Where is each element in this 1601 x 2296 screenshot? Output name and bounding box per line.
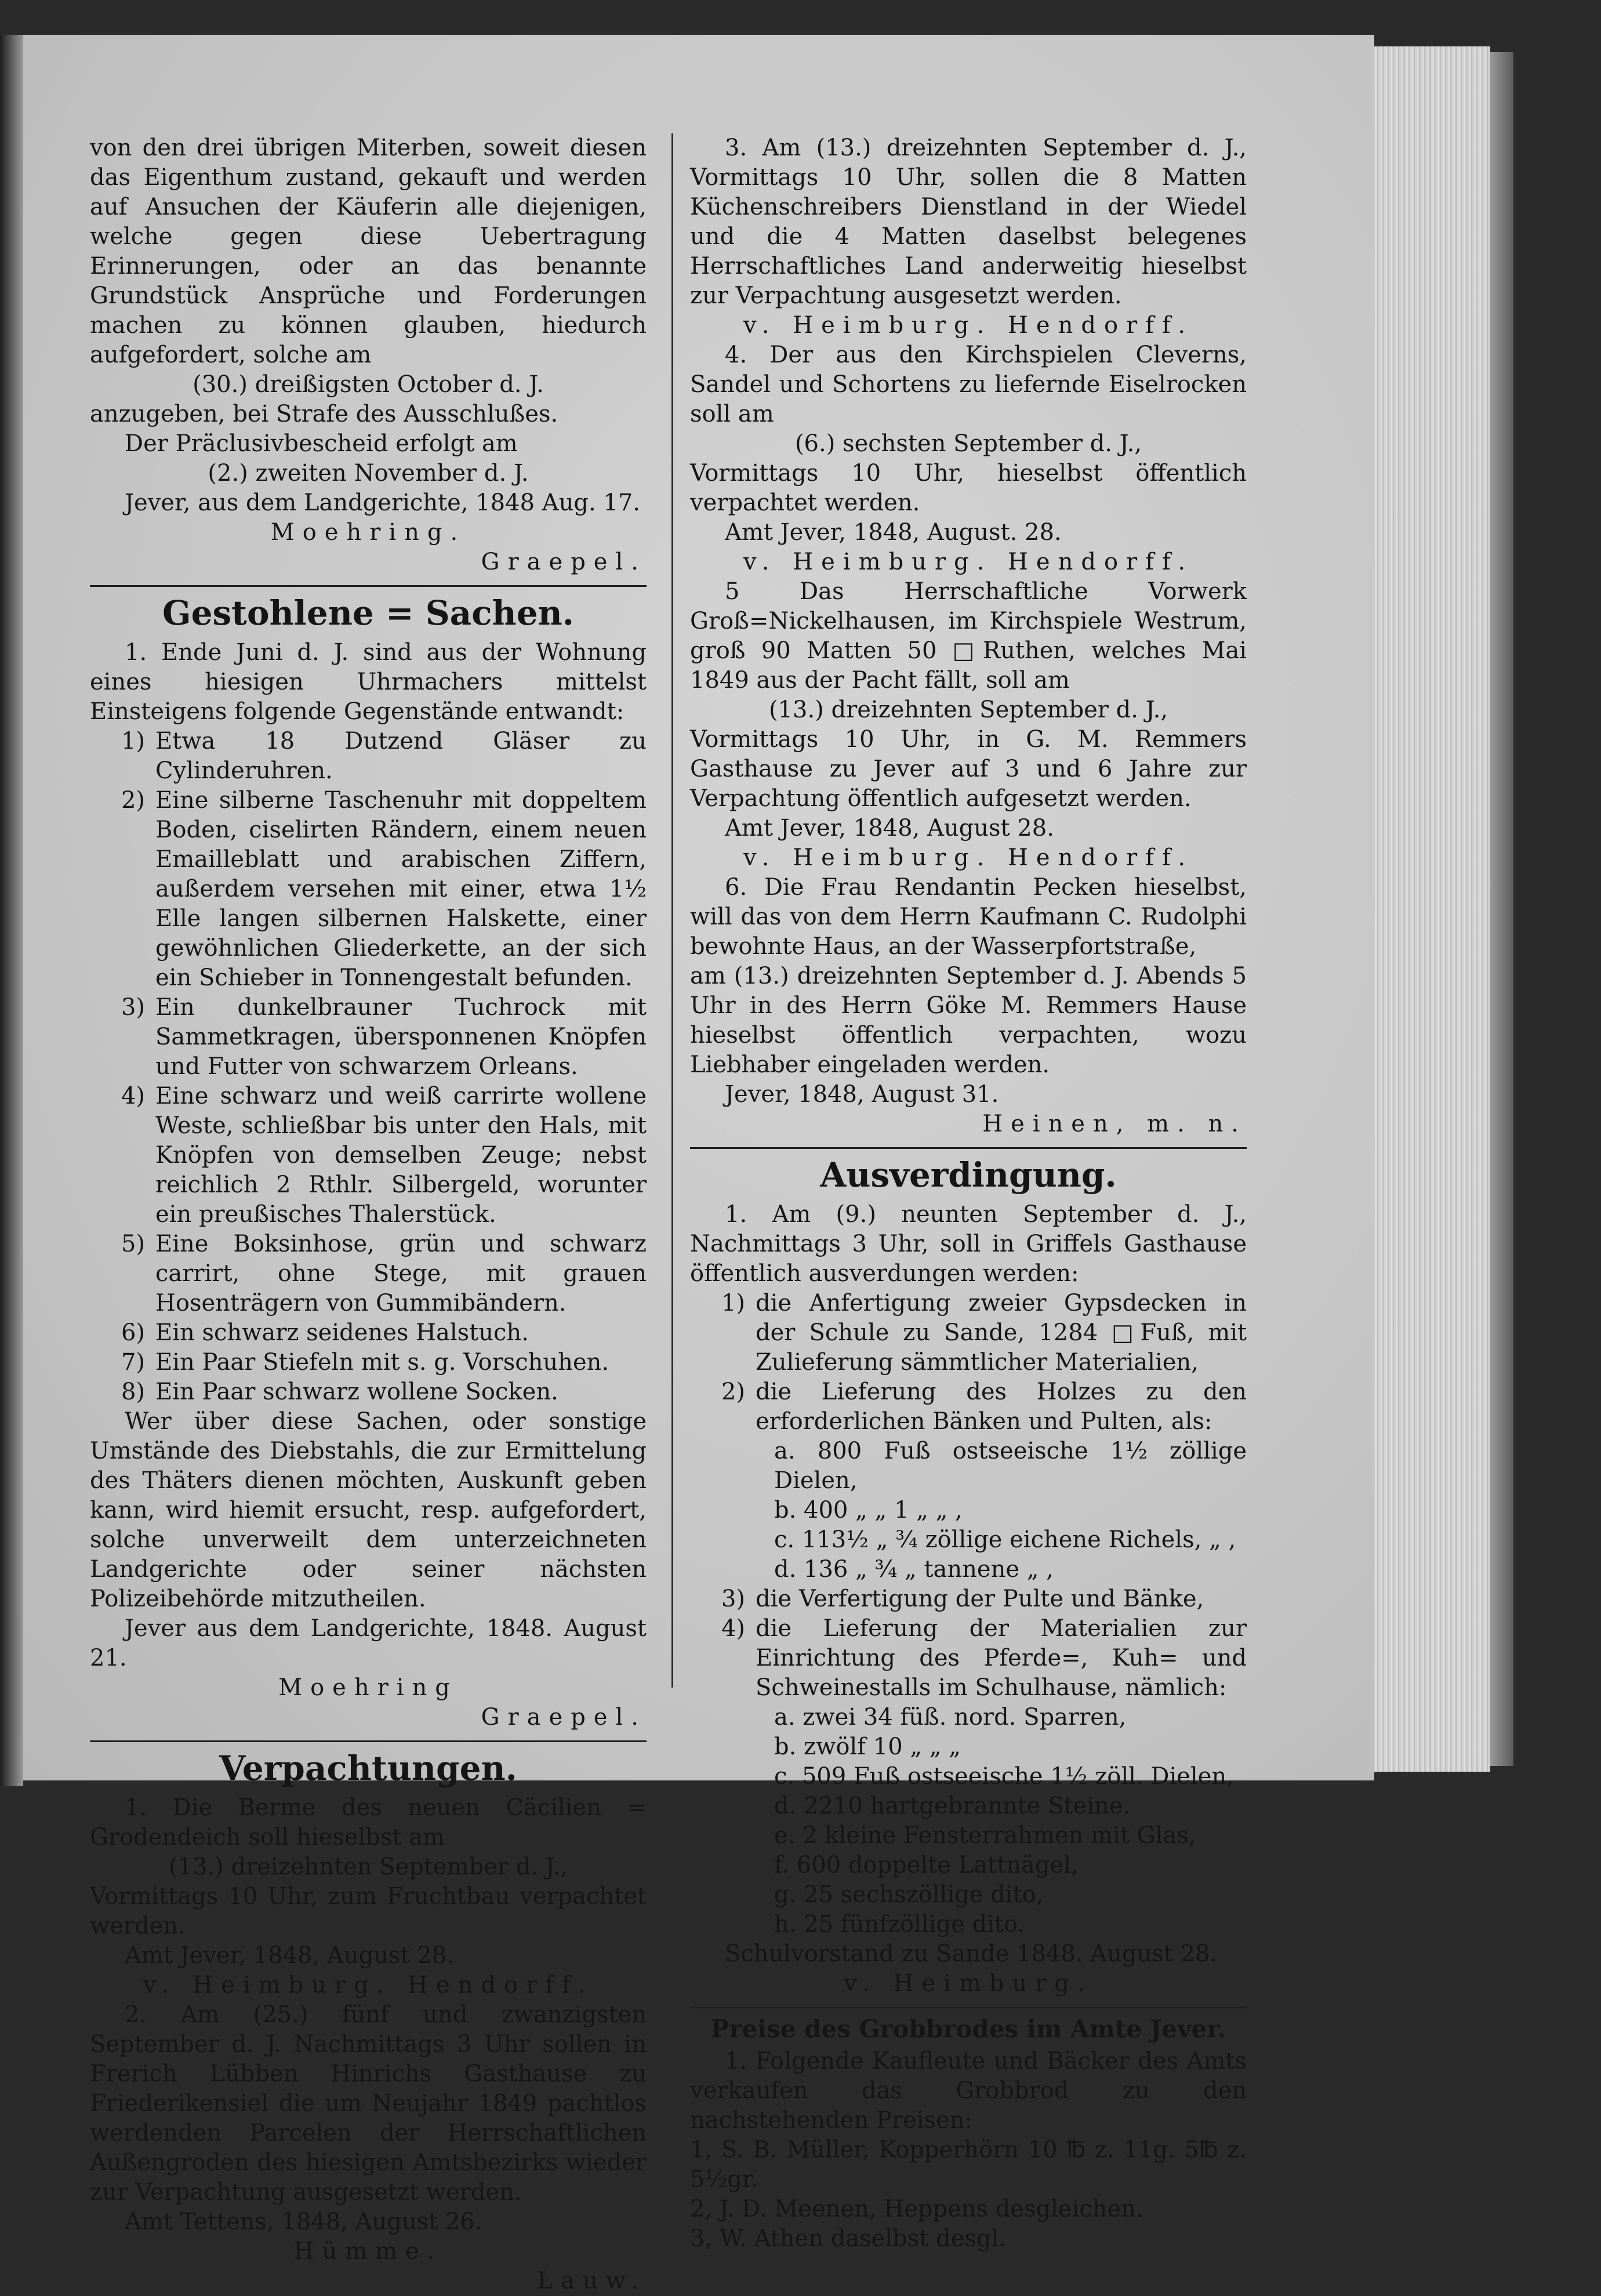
bread-row: 3, W. Athen daselbst desgl. (690, 2225, 1006, 2252)
item-number: 1) (121, 728, 145, 755)
book-binding-left (0, 35, 23, 1786)
section-rule (90, 1740, 647, 1742)
lease-paragraph: 3. Am (13.) dreizehnten September d. J., Vormittags 10 Uhr, sollen die 8 Matten Küchenschreibers Dienstland in der Wiedel und die 4 Matten daselbst belegenes Herrschaftliches Land anderweitig hieselbst zur Verpachtung ausgesetzt werden. (690, 135, 1247, 309)
lease-paragraph: Vormittags 10 Uhr, hieselbst öffentlich verpachtet werden. (690, 460, 1247, 516)
material-line: h. 25 fünfzöllige dito. (774, 1911, 1025, 1938)
list-item (90, 727, 647, 786)
bread-row: 1, S. B. Müller, Kopperhörn 10 ℔ z. 11g. 5℔ z. 5½gr. (690, 2137, 1247, 2193)
lease-date: (13.) dreizehnten September d. J., (768, 697, 1168, 723)
item-number: 2) (721, 1379, 745, 1405)
item-number: 2) (121, 787, 145, 814)
lease-place: Amt Jever, 1848, August 28. (125, 1942, 454, 1969)
item-number: 4) (121, 1083, 145, 1109)
material-line: c. 509 Fuß ostseeische 1½ zöll. Dielen, (774, 1763, 1234, 1790)
item-text: die Anfertigung zweier Gypsdecken in der Schule zu Sande, 1284 □Fuß, mit Zulieferung sämmtlicher Materialien, (756, 1290, 1247, 1376)
list-item (90, 1348, 647, 1377)
item-number: 6) (121, 1319, 145, 1346)
lease-place: Jever, 1848, August 31. (725, 1081, 999, 1108)
item-text: Ein schwarz seidenes Halstuch. (155, 1319, 529, 1346)
section-rule (690, 2007, 1247, 2008)
list-item (90, 786, 647, 993)
signature: v. Heimburg. Hendorff. (143, 1972, 594, 1998)
lease-date: (13.) dreizehnten September d. J., (168, 1854, 568, 1880)
lease-paragraph: 6. Die Frau Rendantin Pecken hieselbst, will das von dem Herrn Kaufmann C. Rudolphi bewohnte Haus, an der Wasserpfortstraße, (690, 874, 1247, 960)
left-column (90, 133, 647, 2296)
section-heading-bread: Preise des Grobbrodes im Amte Jever. (710, 2015, 1226, 2043)
lease-place: Amt Tettens, 1848, August 26. (125, 2208, 482, 2235)
section-heading-stolen: Gestohlene = Sachen. (162, 593, 574, 633)
section-heading-lease: Verpachtungen. (219, 1749, 517, 1788)
intro-date: (2.) zweiten November d. J. (208, 460, 529, 487)
list-item (690, 1377, 1247, 1437)
stolen-place: Jever aus dem Landgerichte, 1848. August 21. (90, 1615, 647, 1671)
item-number: 3) (121, 994, 145, 1021)
signature: v. Heimburg. Hendorff. (743, 549, 1194, 575)
contract-lead: 1. Am (9.) neunten September d. J., Nachmittags 3 Uhr, soll in Griffels Gasthause öffentlich ausverdungen werden: (690, 1201, 1247, 1287)
intro-paragraph: von den drei übrigen Miterben, soweit diesen das Eigenthum zustand, gekauft und werden auf Ansuchen der Käuferin alle diejenigen, welche gegen diese Uebertragung Erinnerungen, oder an das benannte Grundstück Ansprüche und Forderungen machen zu können glauben, hiedurch aufgefordert, solche am (90, 135, 647, 368)
list-item (690, 1614, 1247, 1703)
intro-line: Der Präclusivbescheid erfolgt am (125, 430, 518, 457)
contract-place: Schulvorstand zu Sande 1848. August 28. (725, 1940, 1218, 1967)
item-number: 3) (721, 1586, 745, 1612)
signature: v. Heimburg. Hendorff. (743, 312, 1194, 339)
signature: Moehring. (270, 519, 466, 546)
item-number: 7) (121, 1349, 145, 1376)
wood-line: a. 800 Fuß ostseeische 1½ zöllige Dielen, (774, 1438, 1247, 1494)
item-number: 5) (121, 1231, 145, 1257)
lease-paragraph: Vormittags 10 Uhr, in G. M. Remmers Gasthause zu Jever auf 3 und 6 Jahre zur Verpachtung öffentlich aufgesetzt werden. (690, 726, 1247, 812)
item-text: Etwa 18 Dutzend Gläser zu Cylinderuhren. (155, 728, 647, 784)
signature: Moehring (278, 1674, 458, 1701)
intro-line: anzugeben, bei Strafe des Ausschlußes. (90, 401, 558, 427)
item-text: die Verfertigung der Pulte und Bänke, (756, 1586, 1204, 1612)
section-rule (690, 1147, 1247, 1149)
list-item (90, 1082, 647, 1229)
list-item (690, 1289, 1247, 1377)
stolen-lead: 1. Ende Juni d. J. sind aus der Wohnung eines hiesigen Uhrmachers mittelst Einsteigens folgende Gegenstände entwandt: (90, 639, 647, 725)
lease-paragraph: 5 Das Herrschaftliche Vorwerk Groß=Nickelhausen, im Kirchspiele Westrum, groß 90 Matten 50 □Ruthen, welches Mai 1849 aus der Pacht fällt, soll am (690, 578, 1247, 694)
list-item (90, 1318, 647, 1348)
signature: v. Heimburg. (844, 1970, 1093, 1997)
item-text: Eine silberne Taschenuhr mit doppeltem Boden, ciselirten Rändern, einem neuen Emailleblatt und arabischen Ziffern, außerdem versehen mit einer, etwa 1½ Elle langen silbernen Halskette, einer gewöhnlichen Gliederkette, an der sich ein Schieber in Tonnengestalt befunden. (155, 787, 647, 991)
item-text: Ein Paar schwarz wollene Socken. (155, 1379, 558, 1405)
column-separator (671, 133, 673, 1688)
item-text: die Lieferung des Holzes zu den erforderlichen Bänken und Pulten, als: (756, 1379, 1247, 1435)
item-text: Ein dunkelbrauner Tuchrock mit Sammetkragen, übersponnenen Knöpfen und Futter von schwarzem Orleans. (155, 994, 647, 1080)
item-text: Eine Boksinhose, grün und schwarz carrirt, ohne Stege, mit grauen Hosenträgern von Gummibändern. (155, 1231, 647, 1316)
list-item (90, 1377, 647, 1407)
intro-place: Jever, aus dem Landgerichte, 1848 Aug. 17. (125, 489, 641, 516)
lease-paragraph: 2. Am (25.) fünf und zwanzigsten September d. J. Nachmittags 3 Uhr sollen in Frerich Lübben Hinrichs Gasthause zu Friederikensiel die um Neujahr 1849 pachtlos werdenden Parcelen der Herrschaftlichen Außengroden des hiesigen Amtsbezirks wieder zur Verpachtung ausgesetzt werden. (90, 2001, 647, 2206)
signature: Heinen, m. n. (982, 1111, 1247, 1137)
lease-paragraph: 1. Die Berme des neuen Cäcilien = Grodendeich soll hieselbst am (90, 1794, 647, 1851)
wood-line: c. 113½ „ ¾ zöllige eichene Richels, „ , (774, 1526, 1236, 1553)
list-item (90, 1229, 647, 1318)
item-number: 4) (721, 1615, 745, 1642)
signature: Lauw. (537, 2268, 647, 2294)
lease-place: Amt Jever, 1848, August 28. (725, 815, 1054, 841)
page-edges (1374, 46, 1490, 1772)
section-heading-contract: Ausverdingung. (820, 1155, 1117, 1195)
lease-paragraph: am (13.) dreizehnten September d. J. Abends 5 Uhr in des Herrn Göke M. Remmers Hause hieselbst öffentlich verpachten, wozu Liebhaber eingeladen werden. (690, 963, 1247, 1078)
material-line: g. 25 sechszöllige dito, (774, 1881, 1044, 1908)
material-line: b. zwölf 10 „ „ „ (774, 1733, 961, 1760)
material-line: d. 2210 hartgebrannte Steine. (774, 1793, 1131, 1819)
item-text: Ein Paar Stiefeln mit s. g. Vorschuhen. (155, 1349, 609, 1376)
right-column (690, 133, 1247, 2254)
lease-paragraph: 4. Der aus den Kirchspielen Cleverns, Sandel und Schortens zu liefernde Eiselrocken soll am (690, 342, 1247, 427)
bread-row: 2, J. D. Meenen, Heppens desgleichen. (690, 2196, 1143, 2222)
signature: Graepel. (481, 549, 647, 575)
signature: Graepel. (481, 1704, 647, 1731)
book-cover-edge (1490, 52, 1513, 1766)
wood-line: b. 400 „ „ 1 „ „ , (774, 1497, 963, 1524)
item-number: 1) (721, 1290, 745, 1316)
bread-lead: 1. Folgende Kaufleute und Bäcker des Amts verkaufen das Grobbrod zu den nachstehenden Preisen: (690, 2048, 1247, 2134)
list-item (690, 1584, 1247, 1614)
section-rule (90, 585, 647, 587)
item-text: die Lieferung der Materialien zur Einrichtung des Pferde=, Kuh= und Schweinestalls im Schulhause, nämlich: (756, 1615, 1247, 1701)
signature: Hümme. (293, 2238, 443, 2265)
lease-place: Amt Jever, 1848, August. 28. (725, 519, 1062, 546)
signature: v. Heimburg. Hendorff. (743, 844, 1194, 871)
stolen-outro: Wer über diese Sachen, oder sonstige Umstände des Diebstahls, die zur Ermittelung des Thäters dienen möchten, Auskunft geben kann, wird hiemit ersucht, resp. aufgefordert, solche unverweilt dem unterzeichneten Landgerichte oder seiner nächsten Polizeibehörde mitzutheilen. (90, 1408, 647, 1612)
lease-date: (6.) sechsten September d. J., (794, 430, 1142, 457)
item-text: Eine schwarz und weiß carrirte wollene Weste, schließbar bis unter den Hals, mit Knöpfen von demselben Zeuge; nebst reichlich 2 Rthlr. Silbergeld, worunter ein preußisches Thalerstück. (155, 1083, 647, 1228)
list-item (90, 993, 647, 1082)
material-line: a. zwei 34 füß. nord. Sparren, (774, 1704, 1127, 1731)
intro-date: (30.) dreißigsten October d. J. (193, 371, 544, 398)
lease-paragraph: Vormittags 10 Uhr, zum Fruchtbau verpachtet werden. (90, 1883, 647, 1939)
item-number: 8) (121, 1379, 145, 1405)
material-line: f. 600 doppelte Lattnägel, (774, 1852, 1079, 1878)
material-line: e. 2 kleine Fensterrahmen mit Glas, (774, 1822, 1196, 1849)
wood-line: d. 136 „ ¾ „ tannene „ , (774, 1556, 1054, 1583)
